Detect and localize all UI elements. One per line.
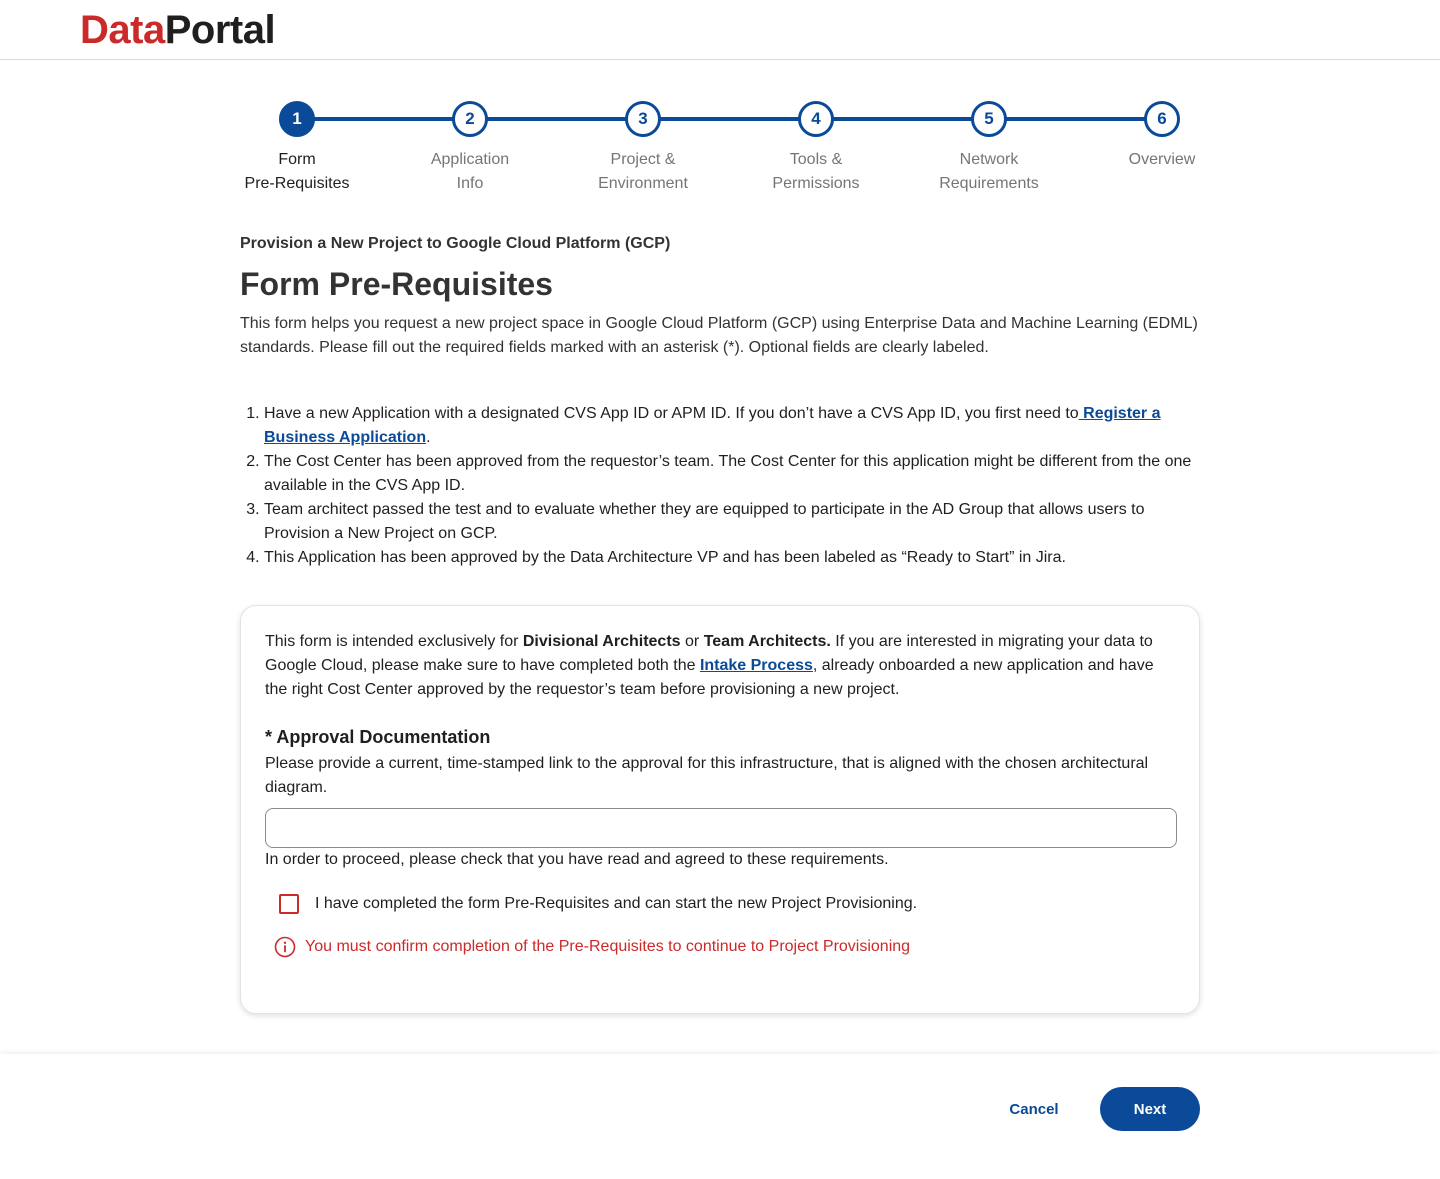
cancel-button[interactable]: Cancel (990, 1087, 1078, 1131)
step-tools-permissions[interactable] (756, 100, 876, 196)
register-business-application-link[interactable]: Register a Business Application (264, 405, 1161, 446)
confirmation-checkbox-row[interactable] (279, 892, 1175, 916)
logo-part-portal: Portal (164, 8, 276, 52)
step-label: Tools & Permissions (772, 151, 860, 192)
list-item: 1. Have a new Application with a designated CVS App ID or APM ID. If you don’t have a CVS App ID, you first need to Register a Business Application. (264, 402, 1202, 450)
proceed-instructions: In order to proceed, please check that you have read and agreed to these requirements. (265, 851, 889, 868)
step-label: Project & Environment (598, 151, 688, 192)
page-eyebrow: Provision a New Project to Google Cloud Platform (GCP) (240, 235, 671, 252)
step-number-circle: 1 (279, 101, 315, 137)
progress-stepper (240, 100, 1200, 200)
step-number-circle: 2 (452, 101, 488, 137)
approval-documentation-help: Please provide a current, time-stamped link to the approval for this infrastructure, that is aligned with the chosen architectural diagram. (265, 755, 1149, 796)
step-label: Network Requirements (939, 151, 1039, 192)
step-number-circle: 6 (1144, 101, 1180, 137)
step-number-circle: 4 (798, 101, 834, 137)
step-label: Form Pre-Requisites (244, 151, 350, 192)
step-label: Overview (1128, 151, 1196, 168)
step-number-circle: 5 (971, 101, 1007, 137)
approval-documentation-label: * Approval Documentation (265, 727, 491, 747)
intake-process-link[interactable]: Intake Process (699, 657, 813, 674)
step-form-prerequisites[interactable] (237, 100, 357, 196)
logo-part-data: Data (80, 8, 165, 52)
step-label: Application Info (430, 151, 510, 192)
next-button[interactable]: Next (1100, 1087, 1200, 1131)
info-circle-icon (274, 936, 296, 958)
step-number-circle: 3 (625, 101, 661, 137)
step-overview[interactable] (1102, 100, 1222, 172)
validation-error-text: You must confirm completion of the Pre-Requisites to continue to Project Provisioning (305, 938, 911, 955)
validation-error (274, 935, 1175, 959)
step-application-info[interactable] (410, 100, 530, 196)
list-item: 2. The Cost Center has been approved from the requestor’s team. The Cost Center for this application might be different from the one available in the CVS App ID. (264, 450, 1202, 498)
top-header (0, 0, 1440, 60)
dataportal-logo[interactable] (80, 8, 275, 52)
prerequisites-card (240, 605, 1200, 1014)
page-intro: This form helps you request a new project space in Google Cloud Platform (GCP) using Enterprise Data and Machine Learning (EDML) standards. Please fill out the required fields marked with an asterisk (*). Optional fields are clearly labeled. (240, 315, 1198, 356)
step-network-requirements[interactable] (929, 100, 1049, 196)
list-item: 4. This Application has been approved by the Data Architecture VP and has been labeled as “Ready to Start” in Jira. (264, 546, 1202, 570)
list-item: 3. Team architect passed the test and to evaluate whether they are equipped to participate in the AD Group that allows users to Provision a New Project on GCP. (264, 498, 1202, 546)
confirmation-checkbox[interactable] (279, 894, 299, 914)
form-footer (0, 1054, 1440, 1179)
step-project-environment[interactable] (583, 100, 703, 196)
main-content (240, 232, 1202, 570)
confirmation-checkbox-label[interactable]: I have completed the form Pre-Requisites and can start the new Project Provisioning. (315, 895, 918, 912)
approval-documentation-input[interactable] (265, 808, 1177, 848)
architect-notice: This form is intended exclusively for Divisional Architects or Team Architects. If you are interested in migrating your data to Google Cloud, please make sure to have completed both the Intake Process, already onboarded a new application and have the right Cost Center approved by the requestor’s team before provisioning a new project. (265, 633, 1154, 698)
requirements-list (240, 402, 1202, 570)
page-title: Form Pre-Requisites (240, 266, 553, 302)
